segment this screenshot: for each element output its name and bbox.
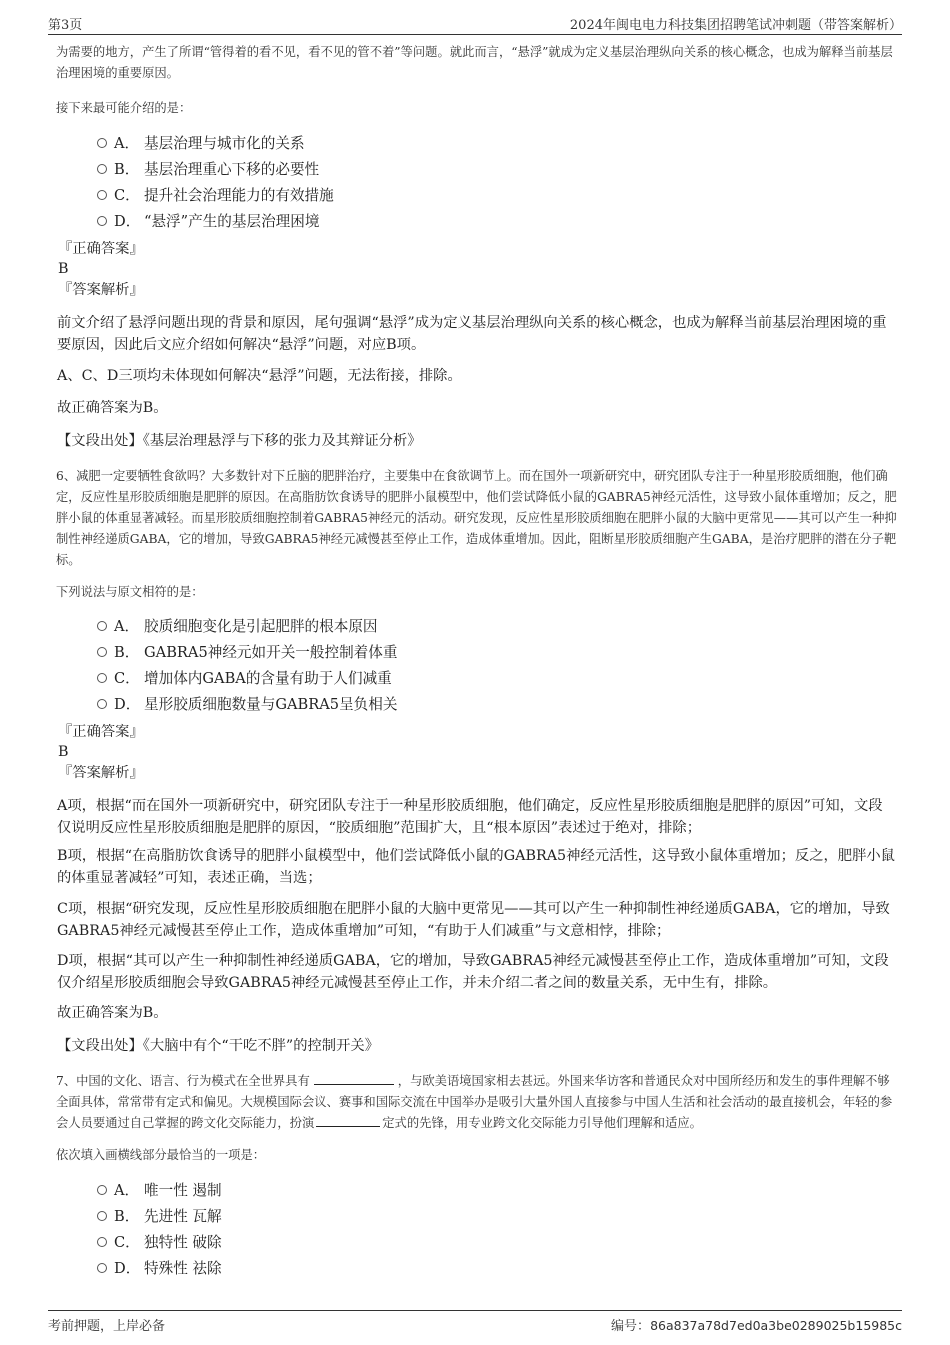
q6-option-a[interactable]: A． 胶质细胞变化是引起肥胖的根本原因: [97, 614, 378, 640]
radio-icon[interactable]: [97, 190, 107, 200]
page-header: [48, 12, 902, 35]
q5-analysis-para: 前文介绍了悬浮问题出现的背景和原因，尾句强调“悬浮”成为定义基层治理纵向关系的核心概念，也成为解释当前基层治理困境的重要原因，因此后文应介绍如何解决“悬浮”问题，对应B项。: [57, 315, 887, 353]
q6-option-d[interactable]: D． 星形胶质细胞数量与GABRA5呈负相关: [97, 692, 397, 718]
q5-passage-tail: 为需要的地方，产生了所谓“管得着的看不见，看不见的管不着”等问题。就此而言，“悬浮”就成为定义基层治理纵向关系的核心概念，也成为解释当前基层治理困境的重要原因。: [56, 45, 893, 80]
code-label: 编号：: [611, 1319, 651, 1334]
code-value: 86a837a78d7ed0a3be0289025b15985c: [650, 1318, 902, 1333]
q6-analysis-para: A项，根据“而在国外一项新研究中，研究团队专注于一种星形胶质细胞，他们确定，反应性星形胶质细胞是肥胖的原因”可知，文段仅说明反应性星形胶质细胞是肥胖的原因，“胶质细胞”范围扩大，且“根本原因”表述过于绝对，排除；: [57, 798, 883, 836]
option-text: 星形胶质细胞数量与GABRA5呈负相关: [144, 696, 398, 713]
q7-option-b[interactable]: B． 先进性 瓦解: [97, 1204, 222, 1230]
q6-prompt: 下列说法与原文相符的是：: [56, 585, 204, 599]
radio-icon[interactable]: [97, 1237, 107, 1247]
radio-icon[interactable]: [97, 164, 107, 174]
q6-analysis-para: B项，根据“在高脂肪饮食诱导的肥胖小鼠模型中，他们尝试降低小鼠的GABRA5神经元活性，这导致小鼠体重增加；反之，肥胖小鼠的体重显著减轻”可知，表述正确，当选；: [57, 848, 895, 886]
radio-icon[interactable]: [97, 647, 107, 657]
document-title: 2024年闽电电力科技集团招聘笔试冲刺题（带答案解析）: [569, 18, 902, 33]
q7-passage: 7、中国的文化、语言、行为模式在全世界具有 ，与欧美语境国家相去甚远。外国来华访客和普通民众对中国所经历和发生的事件理解不够全面具体，常常带有定式和偏见。大规模国际会议、赛事和国际交流在中国举办是吸引大量外国人直接参与中国人生活和社会活动的最直接机会，年轻的参会人员要通过自己掌握的跨文化交际能力，扮演 定式的先锋，用专业跨文化交际能力引导他们理解和适应。: [56, 1074, 893, 1130]
q7-option-d[interactable]: D． 特殊性 祛除: [97, 1256, 222, 1282]
q5-answer: B: [58, 261, 69, 277]
page-footer: [48, 1310, 902, 1339]
q5-option-c[interactable]: C． 提升社会治理能力的有效措施: [97, 183, 334, 209]
option-text: 提升社会治理能力的有效措施: [144, 187, 334, 204]
radio-icon[interactable]: [97, 138, 107, 148]
option-text: 基层治理重心下移的必要性: [144, 161, 320, 178]
q7-prompt: 依次填入画横线部分最恰当的一项是：: [56, 1148, 266, 1162]
q6-analysis-para: C项，根据“研究发现，反应性星形胶质细胞在肥胖小鼠的大脑中更常见——其可以产生一种抑制性神经递质GABA，它的增加，导致GABRA5神经元减慢甚至停止工作，造成体重增加”可知，“有助于人们减重”与文意相悖，排除；: [57, 901, 890, 939]
option-text: 增加体内GABA的含量有助于人们减重: [144, 670, 392, 687]
q6-analysis-conclusion: 故正确答案为B。: [57, 1005, 168, 1021]
q5-source: [57, 430, 895, 452]
q6-analysis-label: 『答案解析』: [58, 765, 144, 781]
q6-source: [57, 1035, 895, 1057]
radio-icon[interactable]: [97, 673, 107, 683]
footer-code: [611, 1315, 902, 1334]
option-text: GABRA5神经元如开关一般控制着体重: [144, 644, 398, 661]
fill-blank-1: [314, 1072, 394, 1085]
q7-option-a[interactable]: A． 唯一性 遏制: [97, 1178, 222, 1204]
q6-analysis-para: D项，根据“其可以产生一种抑制性神经递质GABA，它的增加，导致GABRA5神经元减慢甚至停止工作，造成体重增加”可知，文段仅介绍星形胶质细胞会导致GABRA5神经元减慢甚至停止工作，并未介绍二者之间的数量关系，无中生有，排除。: [57, 953, 889, 991]
option-text: 胶质细胞变化是引起肥胖的根本原因: [144, 618, 378, 635]
source-label: 【文段出处】: [57, 433, 143, 449]
source-title: 《基层治理悬浮与下移的张力及其辩证分析》: [142, 433, 422, 449]
radio-icon[interactable]: [97, 1185, 107, 1195]
footer-slogan: 考前押题，上岸必备: [48, 1319, 166, 1334]
q5-answer-label: 『正确答案』: [58, 241, 144, 257]
q5-option-a[interactable]: A． 基层治理与城市化的关系: [97, 131, 305, 157]
q5-analysis-conclusion: 故正确答案为B。: [57, 400, 168, 416]
option-text: 唯一性 遏制: [144, 1182, 222, 1199]
option-text: 先进性 瓦解: [144, 1208, 222, 1225]
source-label: 【文段出处】: [57, 1038, 143, 1054]
q5-analysis-para: A、C、D三项均未体现如何解决“悬浮”问题，无法衔接，排除。: [57, 368, 462, 384]
radio-icon[interactable]: [97, 621, 107, 631]
q6-option-c[interactable]: C． 增加体内GABA的含量有助于人们减重: [97, 666, 392, 692]
q5-option-b[interactable]: B． 基层治理重心下移的必要性: [97, 157, 319, 183]
option-text: “悬浮”产生的基层治理困境: [144, 213, 320, 230]
option-text: 独特性 破除: [144, 1234, 222, 1251]
q5-option-d[interactable]: D． “悬浮”产生的基层治理困境: [97, 209, 319, 235]
q6-passage: 6、减肥一定要牺牲食欲吗？大多数针对下丘脑的肥胖治疗，主要集中在食欲调节上。而在国外一项新研究中，研究团队专注于一种星形胶质细胞，他们确定，反应性星形胶质细胞是肥胖的原因。在高脂肪饮食诱导的肥胖小鼠模型中，他们尝试降低小鼠的GABRA5神经元活性，这导致小鼠体重增加；反之，肥胖小鼠的体重显著减轻。而星形胶质细胞控制着GABRA5神经元的活动。研究发现，反应性星形胶质细胞在肥胖小鼠的大脑中更常见——其可以产生一种抑制性神经递质GABA，它的增加，导致GABRA5神经元减慢甚至停止工作，造成体重增加。因此，阻断星形胶质细胞产生GABA，是治疗肥胖的潜在分子靶标。: [56, 469, 897, 567]
q7-option-c[interactable]: C． 独特性 破除: [97, 1230, 222, 1256]
q5-prompt: 接下来最可能介绍的是：: [56, 101, 192, 115]
radio-icon[interactable]: [97, 1263, 107, 1273]
q6-option-b[interactable]: B． GABRA5神经元如开关一般控制着体重: [97, 640, 397, 666]
q6-answer-label: 『正确答案』: [58, 724, 144, 740]
radio-icon[interactable]: [97, 1211, 107, 1221]
q5-analysis-label: 『答案解析』: [58, 282, 144, 298]
radio-icon[interactable]: [97, 699, 107, 709]
fill-blank-2: [316, 1114, 380, 1127]
option-text: 基层治理与城市化的关系: [144, 135, 305, 152]
radio-icon[interactable]: [97, 216, 107, 226]
page-number: 第3页: [48, 18, 83, 33]
source-title: 《大脑中有个“干吃不胖”的控制开关》: [142, 1038, 379, 1054]
option-text: 特殊性 祛除: [144, 1260, 222, 1277]
q6-answer: B: [58, 744, 69, 760]
